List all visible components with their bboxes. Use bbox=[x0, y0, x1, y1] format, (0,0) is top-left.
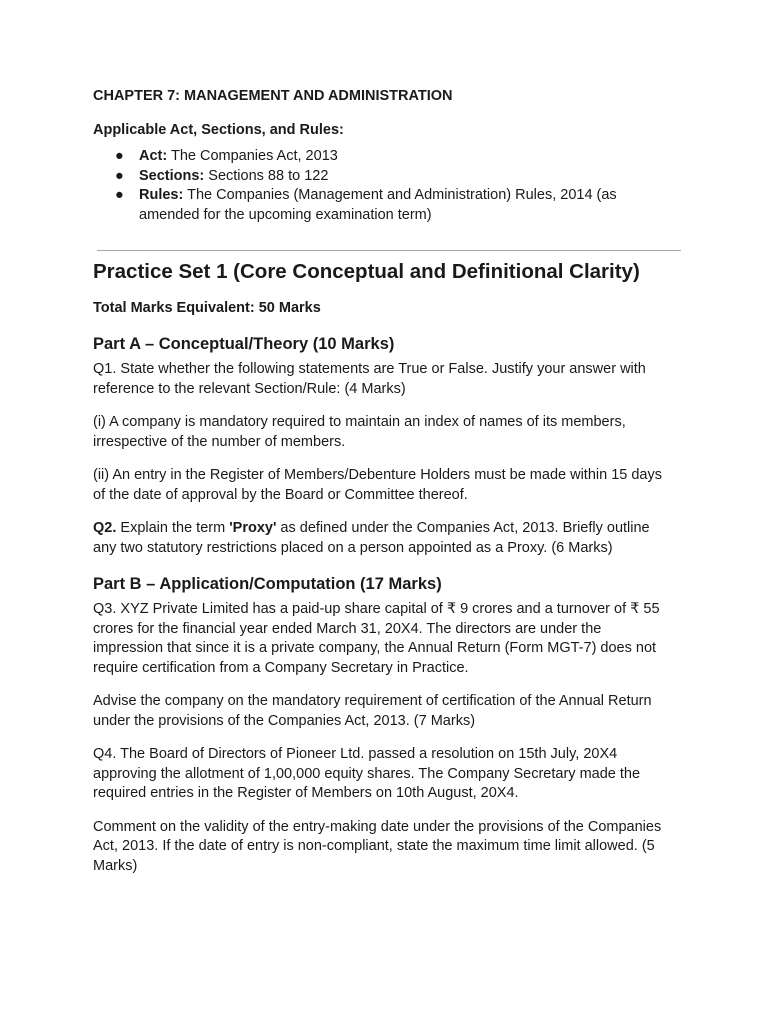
part-a-heading: Part A – Conceptual/Theory (10 Marks) bbox=[93, 335, 395, 353]
practice-set-title: Practice Set 1 (Core Conceptual and Definitional Clarity) bbox=[93, 260, 640, 283]
question-q1: Q1. State whether the following statements are True or False. Justify your answer with reference to the relevant Section/Rule: (4 Marks) bbox=[93, 361, 646, 397]
applicable-heading: Applicable Act, Sections, and Rules: bbox=[93, 122, 344, 138]
list-item-text: Sections 88 to 122 bbox=[204, 167, 329, 184]
question-q1-i: (i) A company is mandatory required to maintain an index of names of its members, irrespective of the number of members. bbox=[93, 414, 626, 450]
list-item-label: Act: bbox=[139, 148, 168, 164]
list-item-rules bbox=[93, 186, 672, 225]
bullet-icon: ● bbox=[115, 187, 124, 203]
question-q3-advise: Advise the company on the mandatory requirement of certification of the Annual Return under the provisions of the Companies Act, 2013. (7 Marks) bbox=[93, 693, 652, 729]
horizontal-divider bbox=[97, 250, 681, 251]
list-item-text: The Companies (Management and Administration) Rules, 2014 (as amended for the upcoming examination term) bbox=[139, 187, 617, 223]
list-item-label: Rules: bbox=[139, 187, 184, 203]
chapter-title: CHAPTER 7: MANAGEMENT AND ADMINISTRATION bbox=[93, 88, 453, 104]
question-q2 bbox=[93, 519, 672, 558]
part-b-heading: Part B – Application/Computation (17 Marks) bbox=[93, 575, 442, 593]
question-q3: Q3. XYZ Private Limited has a paid-up share capital of ₹ 9 crores and a turnover of ₹ 55 crores for the financial year ended March 31, 20X4. The directors are under the impression that since it is a private company, the Annual Return (Form MGT-7) does not require certification from a Company Secretary in Practice. bbox=[93, 601, 660, 676]
list-item-act bbox=[93, 147, 672, 167]
question-q1-ii: (ii) An entry in the Register of Members/Debenture Holders must be made within 15 days of the date of approval by the Board or Committee thereof. bbox=[93, 467, 662, 503]
applicable-list bbox=[93, 147, 672, 225]
bullet-icon: ● bbox=[115, 148, 124, 164]
bullet-icon: ● bbox=[115, 167, 124, 184]
list-item-label: Sections: bbox=[139, 167, 205, 184]
list-item-sections bbox=[93, 167, 672, 187]
question-q2-label: Q2. bbox=[93, 520, 117, 536]
question-q4: Q4. The Board of Directors of Pioneer Ltd. passed a resolution on 15th July, 20X4 approving the allotment of 1,00,000 equity shares. The Company Secretary made the required entries in the Register of Members on 10th August, 20X4. bbox=[93, 746, 641, 801]
total-marks: Total Marks Equivalent: 50 Marks bbox=[93, 300, 321, 316]
question-q4-comment: Comment on the validity of the entry-making date under the provisions of the Companies Act, 2013. If the date of entry is non-compliant, state the maximum time limit allowed. (5 Marks) bbox=[93, 818, 662, 874]
question-q2-text-2: as defined under the Companies Act, 2013. Briefly outline any two statutory restrictions placed on a person appointed as a Proxy. (6 Marks) bbox=[93, 520, 650, 556]
question-q2-term: 'Proxy' bbox=[229, 520, 277, 536]
question-q2-text-1: Explain the term bbox=[116, 520, 230, 536]
list-item-text: The Companies Act, 2013 bbox=[167, 148, 338, 164]
